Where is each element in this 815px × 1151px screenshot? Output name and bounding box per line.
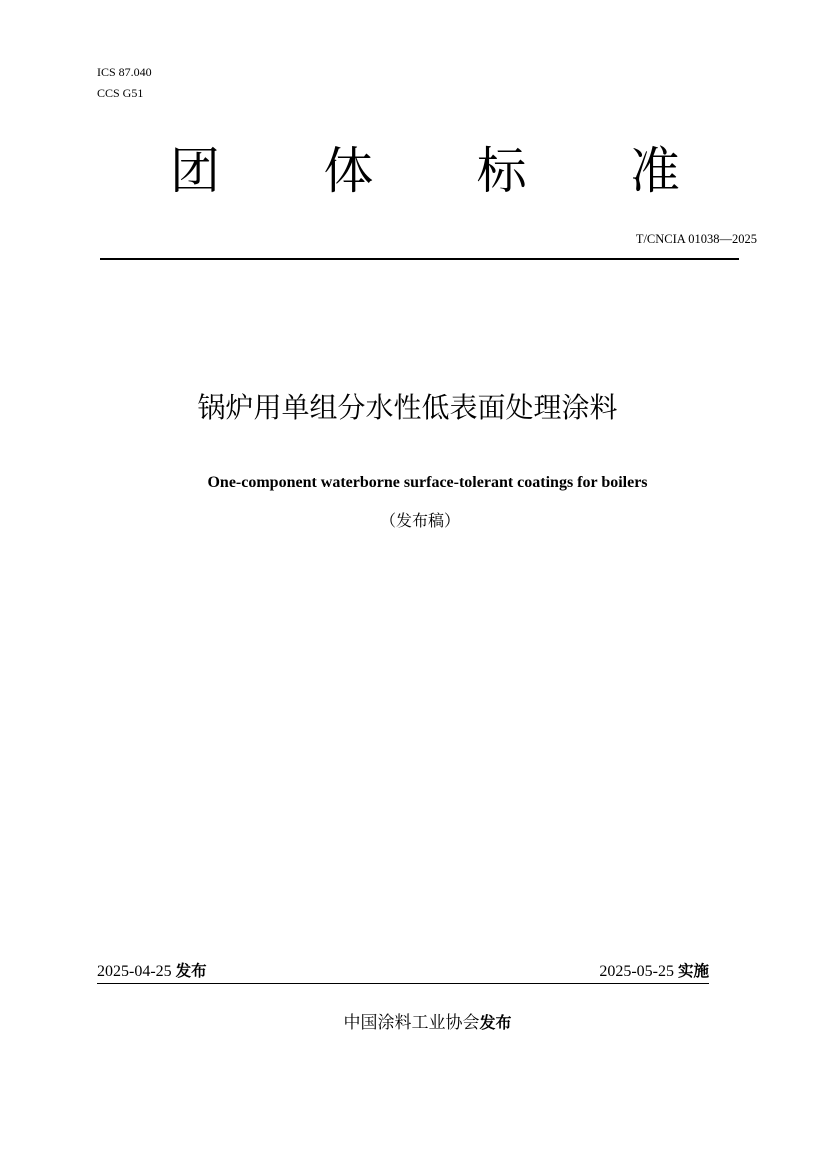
publisher-name: 中国涂料工业协会: [343, 1013, 480, 1032]
standard-number: T/CNCIA 01038—2025: [635, 232, 757, 246]
publisher-line: [0, 1011, 815, 1035]
standard-type-heading: [170, 136, 680, 206]
ccs-code: CCS G51: [97, 86, 144, 100]
implement-date-group: [599, 960, 709, 983]
publish-label: 发布: [175, 962, 207, 980]
draft-status: （发布稿）: [379, 513, 460, 530]
header-rule: [100, 258, 739, 260]
implement-date: 2025-05-25: [599, 963, 674, 980]
classification-codes: [97, 62, 152, 104]
ics-code: ICS 87.040: [97, 65, 152, 79]
document-title-en: One-component waterborne surface-tolerant coatings for boilers: [207, 474, 648, 491]
publish-date-group: [97, 960, 207, 983]
implement-label: 实施: [677, 962, 709, 980]
publisher-action: 发布: [479, 1013, 512, 1032]
standard-type-char: 团: [170, 142, 220, 200]
dates-line: [97, 961, 709, 984]
standard-type-char: 准: [629, 142, 680, 200]
publish-date: 2025-04-25: [97, 963, 172, 980]
document-title-zh: 锅炉用单组分水性低表面处理涂料: [197, 391, 618, 424]
standard-type-char: 体: [323, 142, 374, 200]
standard-type-char: 标: [476, 142, 527, 200]
